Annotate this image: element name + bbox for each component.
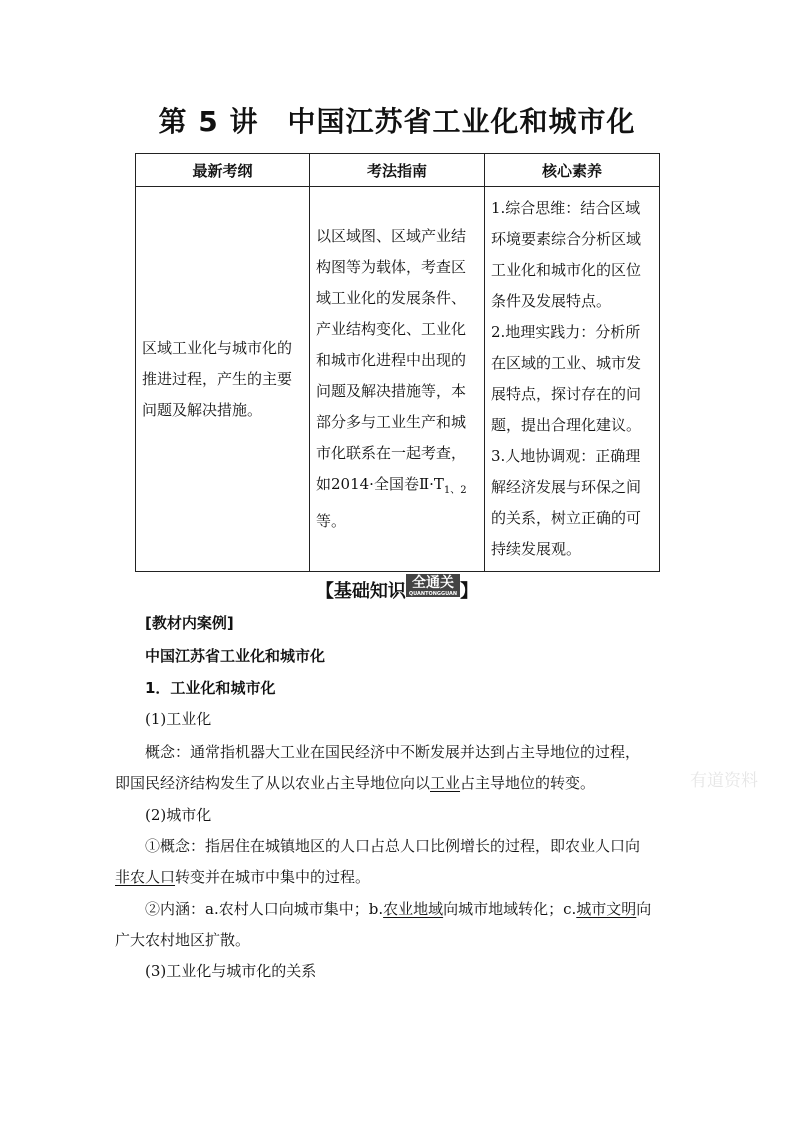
page-title: 第 5 讲 中国江苏省工业化和城市化 <box>158 105 636 138</box>
connotation-text-c: 向 <box>636 900 652 918</box>
header-method-guide: 考法指南 <box>310 154 485 187</box>
table-row <box>136 187 660 572</box>
connotation-text-b: 向城市地域转化；c. <box>443 900 577 918</box>
concept-text-end: 占主导地位的转变。 <box>460 774 596 792</box>
banner-badge-small: QUANTONGGUAN <box>408 591 458 597</box>
underlined-term: 城市文明 <box>576 900 637 918</box>
exam-outline-table <box>135 153 660 572</box>
banner-badge-text: 全通关 <box>411 575 454 591</box>
underlined-term: 非农人口 <box>115 868 176 886</box>
subheading-relationship: (3)工业化与城市化的关系 <box>145 962 317 980</box>
case-label: [教材内案例] <box>145 614 234 632</box>
underlined-term: 工业 <box>430 774 461 792</box>
urban-text: 转变并在城市中集中的过程。 <box>175 868 371 886</box>
connotation-line-2: 广大农村地区扩散。 <box>115 931 251 949</box>
cell-method-guide <box>310 187 485 572</box>
section-banner <box>0 574 794 603</box>
urban-concept-line-2 <box>115 866 685 887</box>
urban-concept-line-1: ①概念：指居住在城镇地区的人口占总人口比例增长的过程，即农业人口向 <box>145 837 641 855</box>
method-guide-subscript: 1、2 <box>443 485 467 496</box>
case-title: 中国江苏省工业化和城市化 <box>145 647 326 665</box>
cell-core-literacy <box>485 187 660 572</box>
method-guide-text: 以区域图、区域产业结构图等为载体，考查区域工业化的发展条件、产业结构变化、工业化和城市化进程中出现的问题及解决措施等，本部分多与工业生产和城市化联系在一起考查，如2014·全国卷Ⅱ·T <box>316 227 467 493</box>
banner-right: 】 <box>460 581 479 602</box>
connotation-text-a: ②内涵：a.农村人口向城市集中；b. <box>145 900 384 918</box>
concept-text: 即国民经济结构发生了从以农业占主导地位向以 <box>115 774 431 792</box>
cell-latest-outline: 区域工业化与城市化的推进过程，产生的主要问题及解决措施。 <box>136 187 310 572</box>
connotation-line-1 <box>145 898 715 919</box>
concept-line-1: 概念：通常指机器大工业在国民经济中不断发展并达到占主导地位的过程， <box>145 743 641 761</box>
banner-badge <box>406 574 460 597</box>
literacy-item: 1.综合思维：结合区域环境要素综合分析区域工业化和城市化的区位条件及发展特点。 <box>491 199 642 310</box>
concept-line-2 <box>115 772 685 793</box>
table-header-row <box>136 154 660 187</box>
literacy-item: 2.地理实践力：分析所在区域的工业、城市发展特点，探讨存在的问题，提出合理化建议。 <box>491 323 642 434</box>
section-heading: 1．工业化和城市化 <box>145 679 276 697</box>
watermark-text: 有道资料 <box>690 771 758 791</box>
banner-left: 【基础知识 <box>315 581 406 602</box>
underlined-term: 农业地域 <box>383 900 444 918</box>
literacy-item: 3.人地协调观：正确理解经济发展与环保之间的关系，树立正确的可持续发展观。 <box>491 447 642 558</box>
header-core-literacy: 核心素养 <box>485 154 660 187</box>
subheading-industrialization: (1)工业化 <box>145 710 212 728</box>
subheading-urbanization: (2)城市化 <box>145 806 212 824</box>
header-latest-outline: 最新考纲 <box>136 154 310 187</box>
method-guide-end: 等。 <box>316 512 347 530</box>
